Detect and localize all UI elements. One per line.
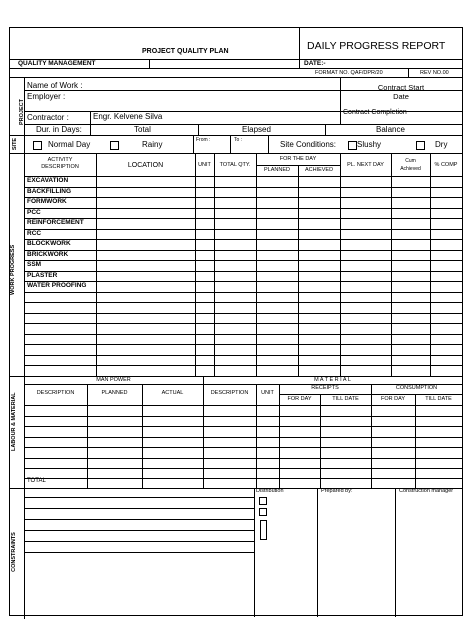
total-days-label: Total <box>134 125 151 134</box>
labour-total-label: TOTAL <box>27 478 46 484</box>
normal-day-checkbox[interactable] <box>33 141 42 150</box>
work-row-divider <box>24 323 462 324</box>
col-pl-next-day: PL. NEXT DAY <box>347 162 384 168</box>
receipts-header: RECEIPTS <box>311 385 339 391</box>
work-row-divider <box>24 208 462 209</box>
work-row-divider <box>24 197 462 198</box>
slushy-checkbox[interactable] <box>348 141 357 150</box>
col-unit: UNIT <box>198 162 211 168</box>
material-header: M A T E R I A L <box>314 377 351 383</box>
to-label: To : <box>234 137 243 143</box>
col-achieved: ACHIEVED <box>304 167 334 173</box>
work-row-divider <box>24 365 462 366</box>
distribution-label: Distribution <box>256 488 284 494</box>
work-row-activity: SSM <box>27 261 42 269</box>
work-row-activity: WATER PROOFING <box>27 282 87 290</box>
site-conditions-label: Site Conditions: <box>280 140 337 149</box>
col-activity-1: ACTIVITY <box>47 157 73 163</box>
daily-progress-report-form <box>9 27 463 616</box>
rainy-checkbox[interactable] <box>110 141 119 150</box>
work-row-divider <box>24 313 462 314</box>
labour-material-section-label: LABOUR & MATERIAL <box>11 392 17 451</box>
work-row-divider <box>24 187 462 188</box>
work-row-divider <box>24 218 462 219</box>
work-row-activity: EXCAVATION <box>27 177 69 185</box>
consumption-for-day-header: FOR DAY <box>380 396 406 402</box>
col-planned: PLANNED <box>264 167 290 173</box>
work-row-divider <box>24 271 462 272</box>
date-label: DATE:- <box>304 60 326 67</box>
quality-management-label: QUALITY MANAGEMENT <box>18 60 96 67</box>
work-row-divider <box>24 260 462 261</box>
distribution-checkbox-3[interactable] <box>260 520 267 540</box>
receipts-for-day-header: FOR DAY <box>287 396 312 402</box>
prepared-by-label: Prepared by: <box>321 488 353 494</box>
receipts-till-date-header: TILL DATE <box>332 396 359 402</box>
balance-days-label: Balance <box>376 125 405 134</box>
construction-manager-label: Construction manager <box>399 488 454 494</box>
work-row-divider <box>24 239 462 240</box>
work-row-divider <box>24 334 462 335</box>
col-activity-2: DESCRIPTION <box>41 164 79 170</box>
work-row-divider <box>24 250 462 251</box>
col-location: LOCATION <box>127 162 164 169</box>
work-row-activity: FORMWORK <box>27 198 67 206</box>
work-row-divider <box>24 229 462 230</box>
rainy-label: Rainy <box>142 140 163 149</box>
elapsed-days-label: Elapsed <box>242 125 271 134</box>
contract-completion-label: Contract Completion <box>343 109 407 116</box>
name-of-work-label: Name of Work : <box>27 81 83 90</box>
work-row-divider <box>24 292 462 293</box>
report-title: DAILY PROGRESS REPORT <box>307 40 446 52</box>
manpower-header: MAN POWER <box>96 377 131 383</box>
mp-actual-header: ACTUAL <box>161 390 184 396</box>
work-row-divider <box>24 344 462 345</box>
col-percent-comp: % COMP <box>434 162 458 168</box>
work-row-activity: BRICKWORK <box>27 250 69 258</box>
mp-description-header: DESCRIPTION <box>36 390 75 396</box>
site-section-label: SITE <box>12 137 18 151</box>
employer-label: Employer : <box>27 92 66 101</box>
mat-unit-header: UNIT <box>261 390 274 396</box>
slushy-label: Slushy <box>357 140 382 149</box>
constraints-section-label: CONSTRAINTS <box>11 532 17 572</box>
from-label: From : <box>196 137 211 143</box>
work-row-activity: REINFORCEMENT <box>27 219 84 227</box>
work-progress-section-label: WORK PROGRESS <box>10 244 16 295</box>
distribution-checkbox-2[interactable] <box>259 508 267 516</box>
distribution-checkbox-1[interactable] <box>259 497 267 505</box>
work-row-divider <box>24 302 462 303</box>
contractor-label: Contractor : <box>27 113 69 122</box>
mat-description-header: DESCRIPTION <box>210 390 249 396</box>
contract-start-label-2: Date <box>393 92 409 101</box>
mp-planned-header: PLANNED <box>101 390 128 396</box>
revision-number: REV NO.00 <box>420 70 449 76</box>
duration-label: Dur. in Days: <box>36 125 82 134</box>
col-cum-2: Achieved <box>400 166 421 172</box>
work-row-divider <box>24 355 462 356</box>
col-cum-1: Cum <box>405 158 416 164</box>
work-row-activity: PLASTER <box>27 271 58 279</box>
contract-start-label-1: Contract Start <box>377 83 425 92</box>
work-row-activity: PCC <box>27 208 41 216</box>
format-number: FORMAT NO. QAF/DPR/20 <box>315 70 383 76</box>
col-for-the-day: FOR THE DAY <box>279 156 317 162</box>
col-total-qty: TOTAL QTY. <box>219 162 251 168</box>
dry-checkbox[interactable] <box>416 141 425 150</box>
project-section-label: PROJECT <box>19 99 25 125</box>
work-row-activity: BLOCKWORK <box>27 240 71 248</box>
dry-label: Dry <box>435 140 448 149</box>
contractor-value: Engr. Kelvene Silva <box>93 112 163 121</box>
work-row-activity: BACKFILLING <box>27 187 72 195</box>
consumption-till-date-header: TILL DATE <box>425 396 452 402</box>
plan-title: PROJECT QUALITY PLAN <box>142 48 229 55</box>
work-row-divider <box>24 281 462 282</box>
normal-day-label: Normal Day <box>48 140 91 149</box>
work-row-activity: RCC <box>27 229 42 237</box>
consumption-header: CONSUMPTION <box>395 385 438 391</box>
